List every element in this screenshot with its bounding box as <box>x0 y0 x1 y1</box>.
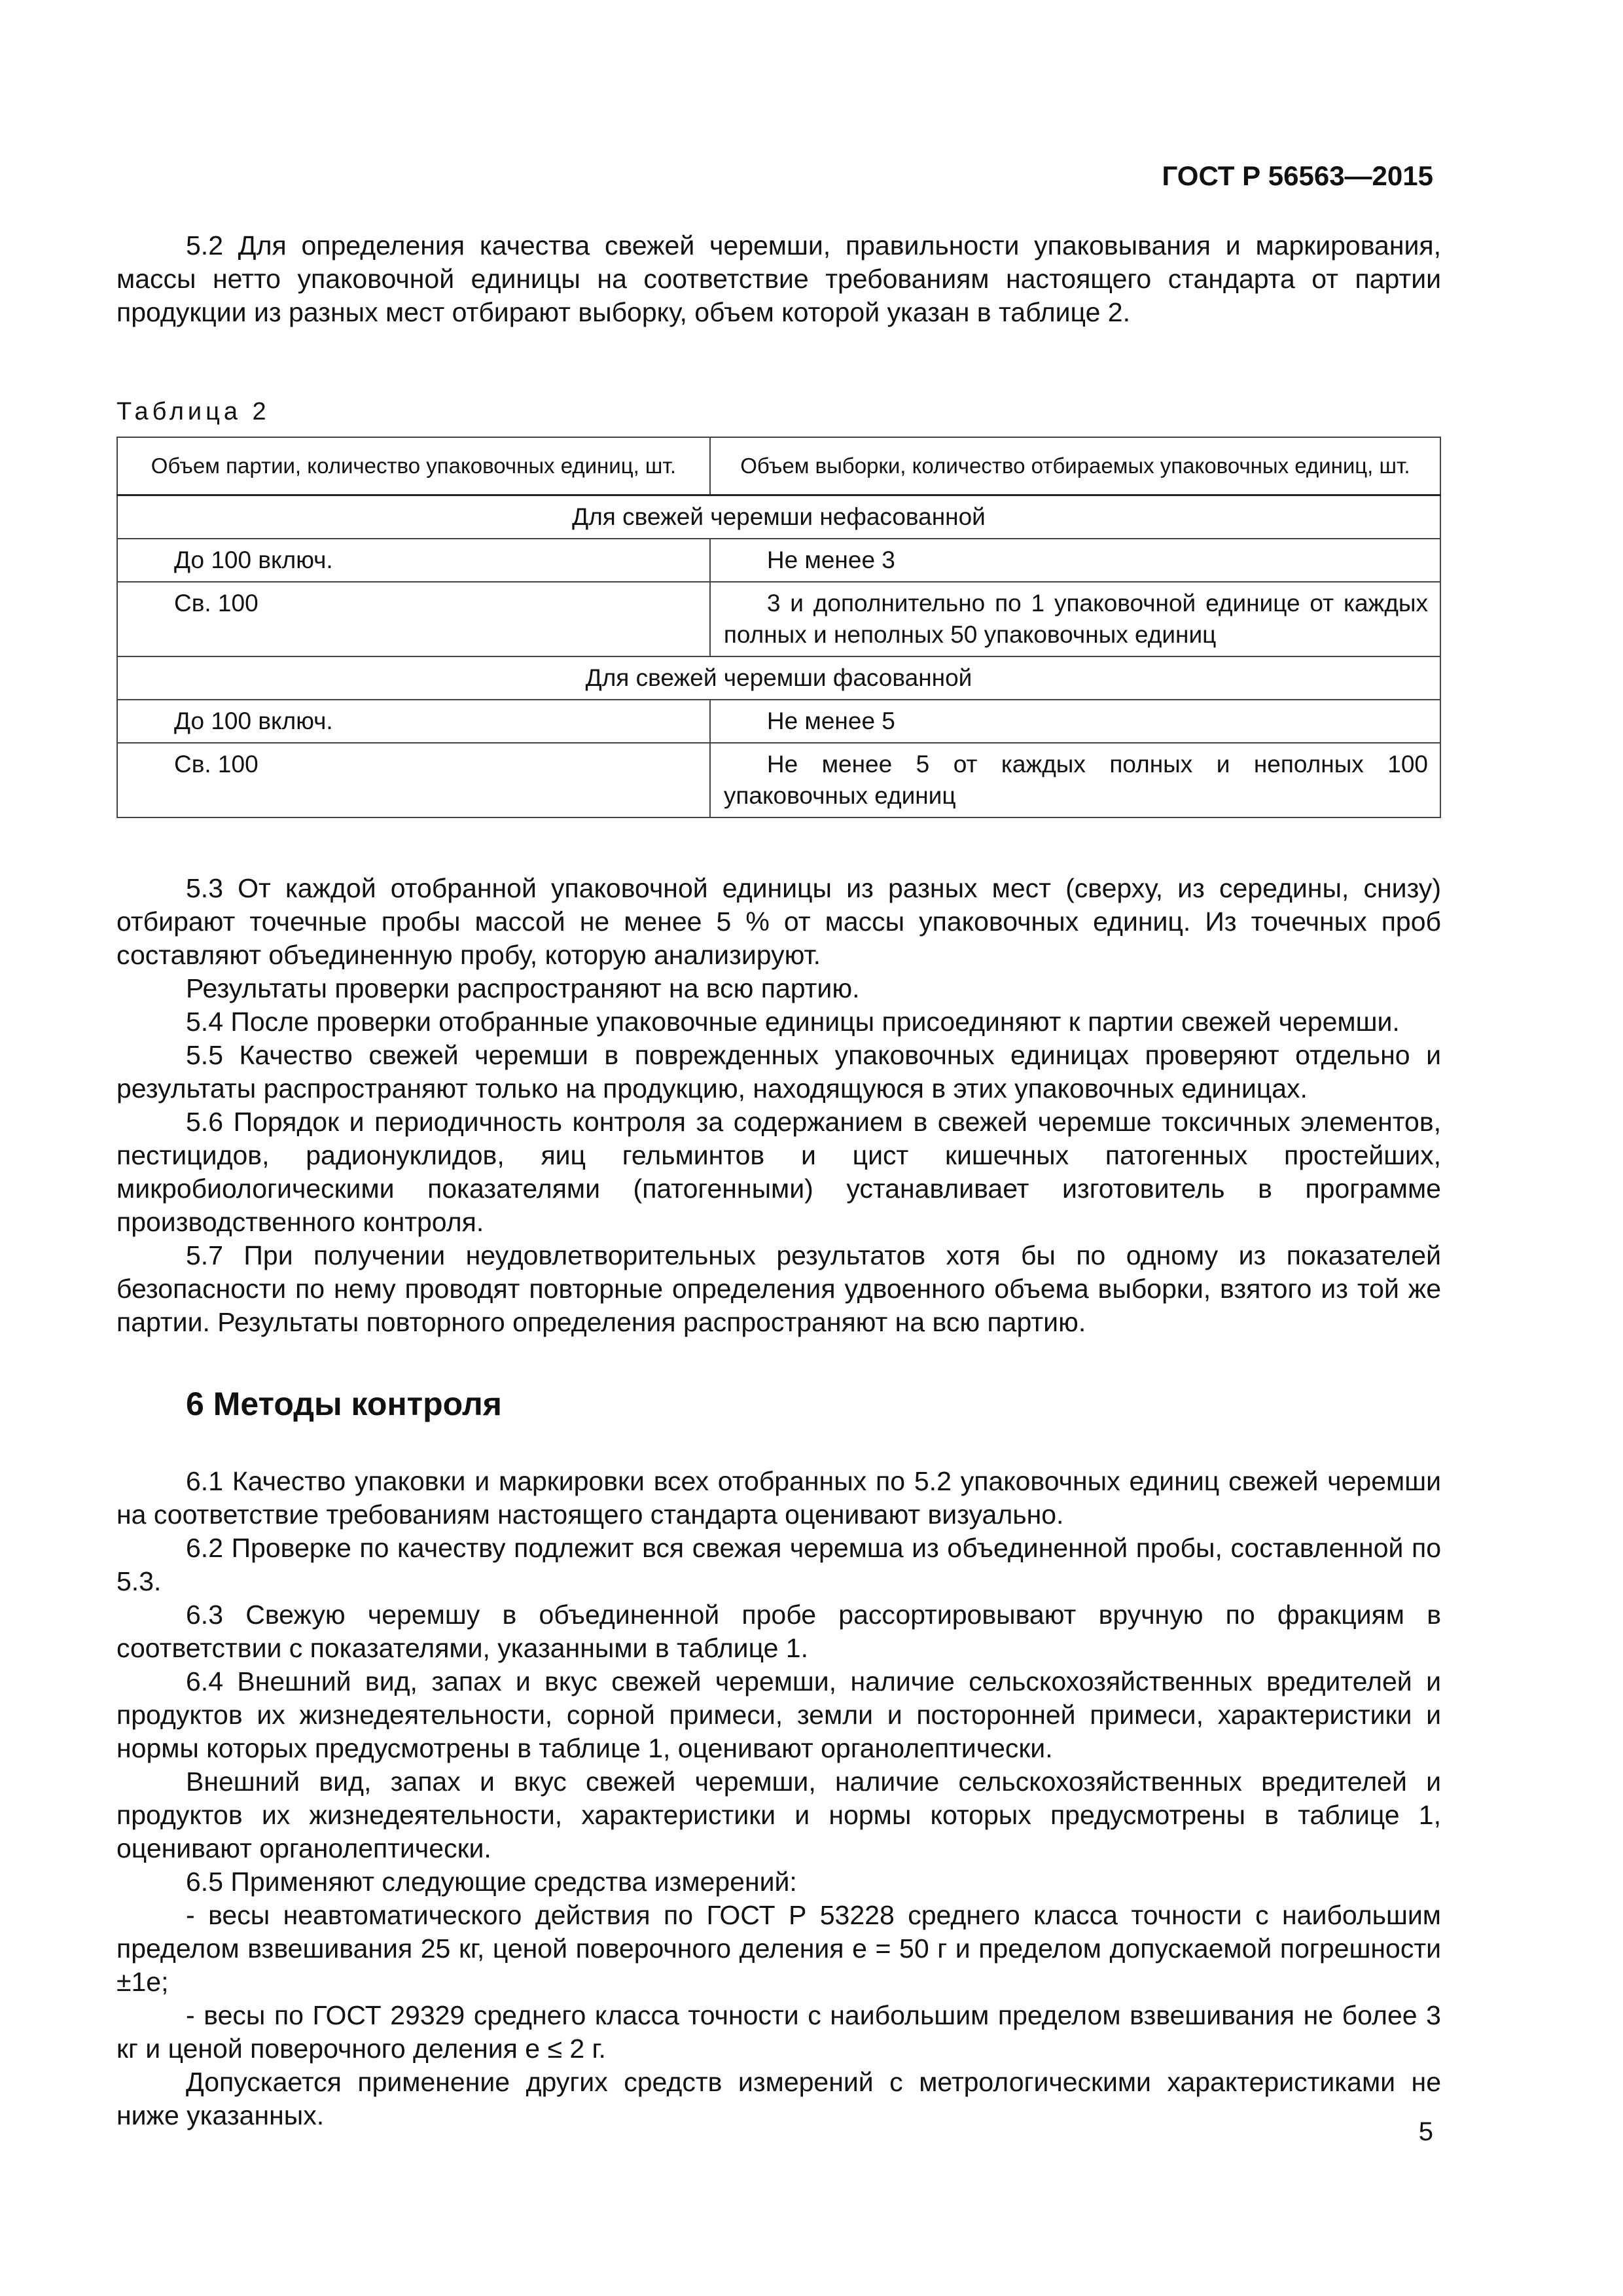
paragraph-results: Результаты проверки распространяют на всю партию. <box>186 973 860 1003</box>
table-cell-sample: Не менее 5 от каждых полных и неполных 100 упаковочных единиц <box>710 743 1440 817</box>
paragraph-other-instruments: Допускается применение других средств измерений с метрологическими характеристиками не ниже указанных. <box>116 2067 1441 2130</box>
table-cell-sample: 3 и дополнительно по 1 упаковочной единице от каждых полных и неполных 50 упаковочных единиц <box>710 582 1440 656</box>
standard-number: ГОСТ Р 56563—2015 <box>1162 160 1433 191</box>
paragraph-6-3: 6.3 Свежую черемшу в объединенной пробе рассортировывают вручную по фракциям в соответствии с показателями, указанными в таблице 1. <box>116 1600 1441 1663</box>
paragraph-5-2: 5.2 Для определения качества свежей черемши, правильности упаковывания и маркирования, массы нетто упаковочной единицы на соответствие требованиям настоящего стандарта от партии продукции из разных мест отбирают выборку, объем которой указан в таблице 2. <box>116 230 1441 327</box>
table-cell-lot: Св. 100 <box>117 743 710 817</box>
table-group-row <box>117 495 1440 539</box>
section-5-continued <box>116 872 1441 1339</box>
table-header-lot-size: Объем партии, количество упаковочных единиц, шт. <box>117 437 710 495</box>
table-group-title: Для свежей черемши фасованной <box>117 656 1440 700</box>
table-cell-sample: Не менее 3 <box>710 539 1440 582</box>
table-cell-lot: Св. 100 <box>117 582 710 656</box>
paragraph-5-6: 5.6 Порядок и периодичность контроля за содержанием в свежей черемше токсичных элементов, пестицидов, радионуклидов, яиц гельминтов и цист кишечных патогенных простейших, микробиологическими показателями (патогенными) устанавливает изготовитель в программе производственного контроля. <box>116 1107 1441 1237</box>
table-group-row <box>117 656 1440 700</box>
table-header-row <box>117 437 1440 495</box>
paragraph-5-5: 5.5 Качество свежей черемши в поврежденных упаковочных единицах проверяют отдельно и результаты распространяют только на продукцию, находящуюся в этих упаковочных единицах. <box>116 1040 1441 1103</box>
table-header-sample-size: Объем выборки, количество отбираемых упаковочных единиц, шт. <box>710 437 1440 495</box>
section-6-title: 6 Методы контроля <box>186 1386 502 1422</box>
sample-size-table <box>116 437 1441 818</box>
table-cell-lot: До 100 включ. <box>117 700 710 743</box>
table-row <box>117 700 1440 743</box>
table-caption: Таблица 2 <box>116 398 270 425</box>
table-row <box>117 743 1440 817</box>
paragraph-5-4: 5.4 После проверки отобранные упаковочные единицы присоединяют к партии свежей черемши. <box>186 1007 1400 1037</box>
section-6-body <box>116 1465 1441 2132</box>
paragraph-5-3: 5.3 От каждой отобранной упаковочной единицы из разных мест (сверху, из середины, снизу) отбирают точечные пробы массой не менее 5 % от массы упаковочных единиц. Из точечных проб составляют объединенную пробу, которую анализируют. <box>116 873 1441 970</box>
table-cell-lot: До 100 включ. <box>117 539 710 582</box>
list-item-scales-2: - весы по ГОСТ 29329 среднего класса точности с наибольшим пределом взвешивания не более 3 кг и ценой поверочного деления e ≤ 2 г. <box>116 2000 1441 2064</box>
table-row <box>117 582 1440 656</box>
paragraph-6-4: 6.4 Внешний вид, запах и вкус свежей черемши, наличие сельскохозяйственных вредителей и продуктов их жизнедеятельности, сорной примеси, земли и посторонней примеси, характеристики и нормы которых предусмотрены в таблице 1, оценивают органолептически. <box>116 1666 1441 1763</box>
table-cell-sample: Не менее 5 <box>710 700 1440 743</box>
table-group-title: Для свежей черемши нефасованной <box>117 495 1440 539</box>
paragraph-6-2: 6.2 Проверке по качеству подлежит вся свежая черемша из объединенной пробы, составленной по 5.3. <box>116 1533 1441 1596</box>
list-item-scales-1: - весы неавтоматического действия по ГОСТ Р 53228 среднего класса точности с наибольшим пределом взвешивания 25 кг, ценой поверочного деления e = 50 г и пределом допускаемой погрешности ±1e; <box>116 1900 1441 1997</box>
page-number: 5 <box>1418 2117 1433 2146</box>
paragraph-6-5: 6.5 Применяют следующие средства измерений: <box>186 1867 797 1897</box>
table-row <box>117 539 1440 582</box>
paragraph-5-7: 5.7 При получении неудовлетворительных результатов хотя бы по одному из показателей безопасности по нему проводят повторные определения удвоенного объема выборки, взятого из той же партии. Результаты повторного определения распространяют на всю партию. <box>116 1240 1441 1337</box>
paragraph-6-1: 6.1 Качество упаковки и маркировки всех отобранных по 5.2 упаковочных единиц свежей черемши на соответствие требованиям настоящего стандарта оценивают визуально. <box>116 1466 1441 1530</box>
page-content <box>116 229 1441 2132</box>
paragraph-6-4-continued: Внешний вид, запах и вкус свежей черемши, наличие сельскохозяйственных вредителей и продуктов их жизнедеятельности, характеристики и нормы которых предусмотрены в таблице 1, оценивают органолептически. <box>116 1767 1441 1863</box>
